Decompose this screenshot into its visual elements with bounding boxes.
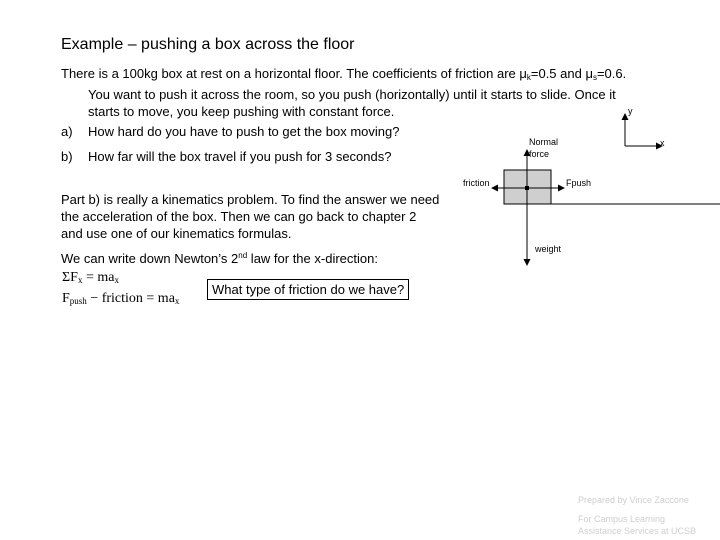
- footer-credit: Prepared by Vince Zaccone: [578, 495, 689, 505]
- intro-line1-post: =0.6.: [596, 66, 627, 81]
- intro-line2: You want to push it across the room, so you push (horizontally) until it starts to slide. Once it: [88, 87, 616, 102]
- axis-x-label: x: [660, 138, 665, 148]
- eq1-rhs-sub: x: [114, 275, 119, 285]
- intro-line1-pre: There is a 100kg box at rest on a horizontal floor. The coefficients of friction are μ: [61, 66, 527, 81]
- question-b-text: How far will the box travel if you push for 3 seconds?: [88, 149, 392, 164]
- weight-label: weight: [535, 244, 562, 254]
- eq2-push-sub: push: [69, 296, 87, 306]
- newton-post: law for the x-direction:: [247, 251, 378, 266]
- intro-line1-mid: =0.5 and μ: [530, 66, 593, 81]
- question-b-label: b): [61, 149, 73, 164]
- friction-label: friction: [463, 178, 490, 188]
- fpush-label: Fpush: [566, 178, 592, 188]
- equation-sum-forces: [62, 270, 119, 286]
- mu-k-subscript: k: [526, 73, 531, 82]
- normal-force-label-2: force: [529, 149, 550, 159]
- intro-line3: starts to move, you keep pushing with constant force.: [88, 104, 395, 119]
- newton-sup: nd: [238, 251, 248, 260]
- eq1-sub-x: x: [77, 275, 83, 285]
- eq1-rhs: = ma: [82, 270, 115, 285]
- friction-type-question-box: What type of friction do we have?: [207, 279, 409, 300]
- footer-line3: Assistance Services at UCSB: [578, 526, 697, 536]
- newton-law-line: [61, 251, 378, 266]
- kinematics-paragraph: Part b) is really a kinematics problem. To find the answer we need the acceleration of the box. Then we can go back to chapter 2 and use one of our kinematics formulas.: [61, 192, 440, 241]
- eq2-rhs-sub: x: [174, 296, 180, 306]
- question-a-text: How hard do you have to push to get the box moving?: [88, 124, 400, 139]
- mu-s-subscript: s: [592, 73, 597, 82]
- normal-force-label-1: Normal: [529, 137, 559, 147]
- free-body-diagram: [440, 100, 720, 280]
- axis-y-label: y: [628, 106, 633, 116]
- eq2-f: F: [62, 291, 70, 306]
- footer-line2: For Campus Learning: [578, 514, 666, 524]
- slide-title: Example – pushing a box across the floor: [61, 36, 355, 53]
- eq1-sigma: ΣF: [62, 270, 78, 285]
- question-a-label: a): [61, 124, 73, 139]
- newton-pre: We can write down Newton’s 2: [61, 251, 239, 266]
- equation-fpush: [62, 291, 179, 307]
- eq2-mid: − friction = ma: [86, 291, 175, 306]
